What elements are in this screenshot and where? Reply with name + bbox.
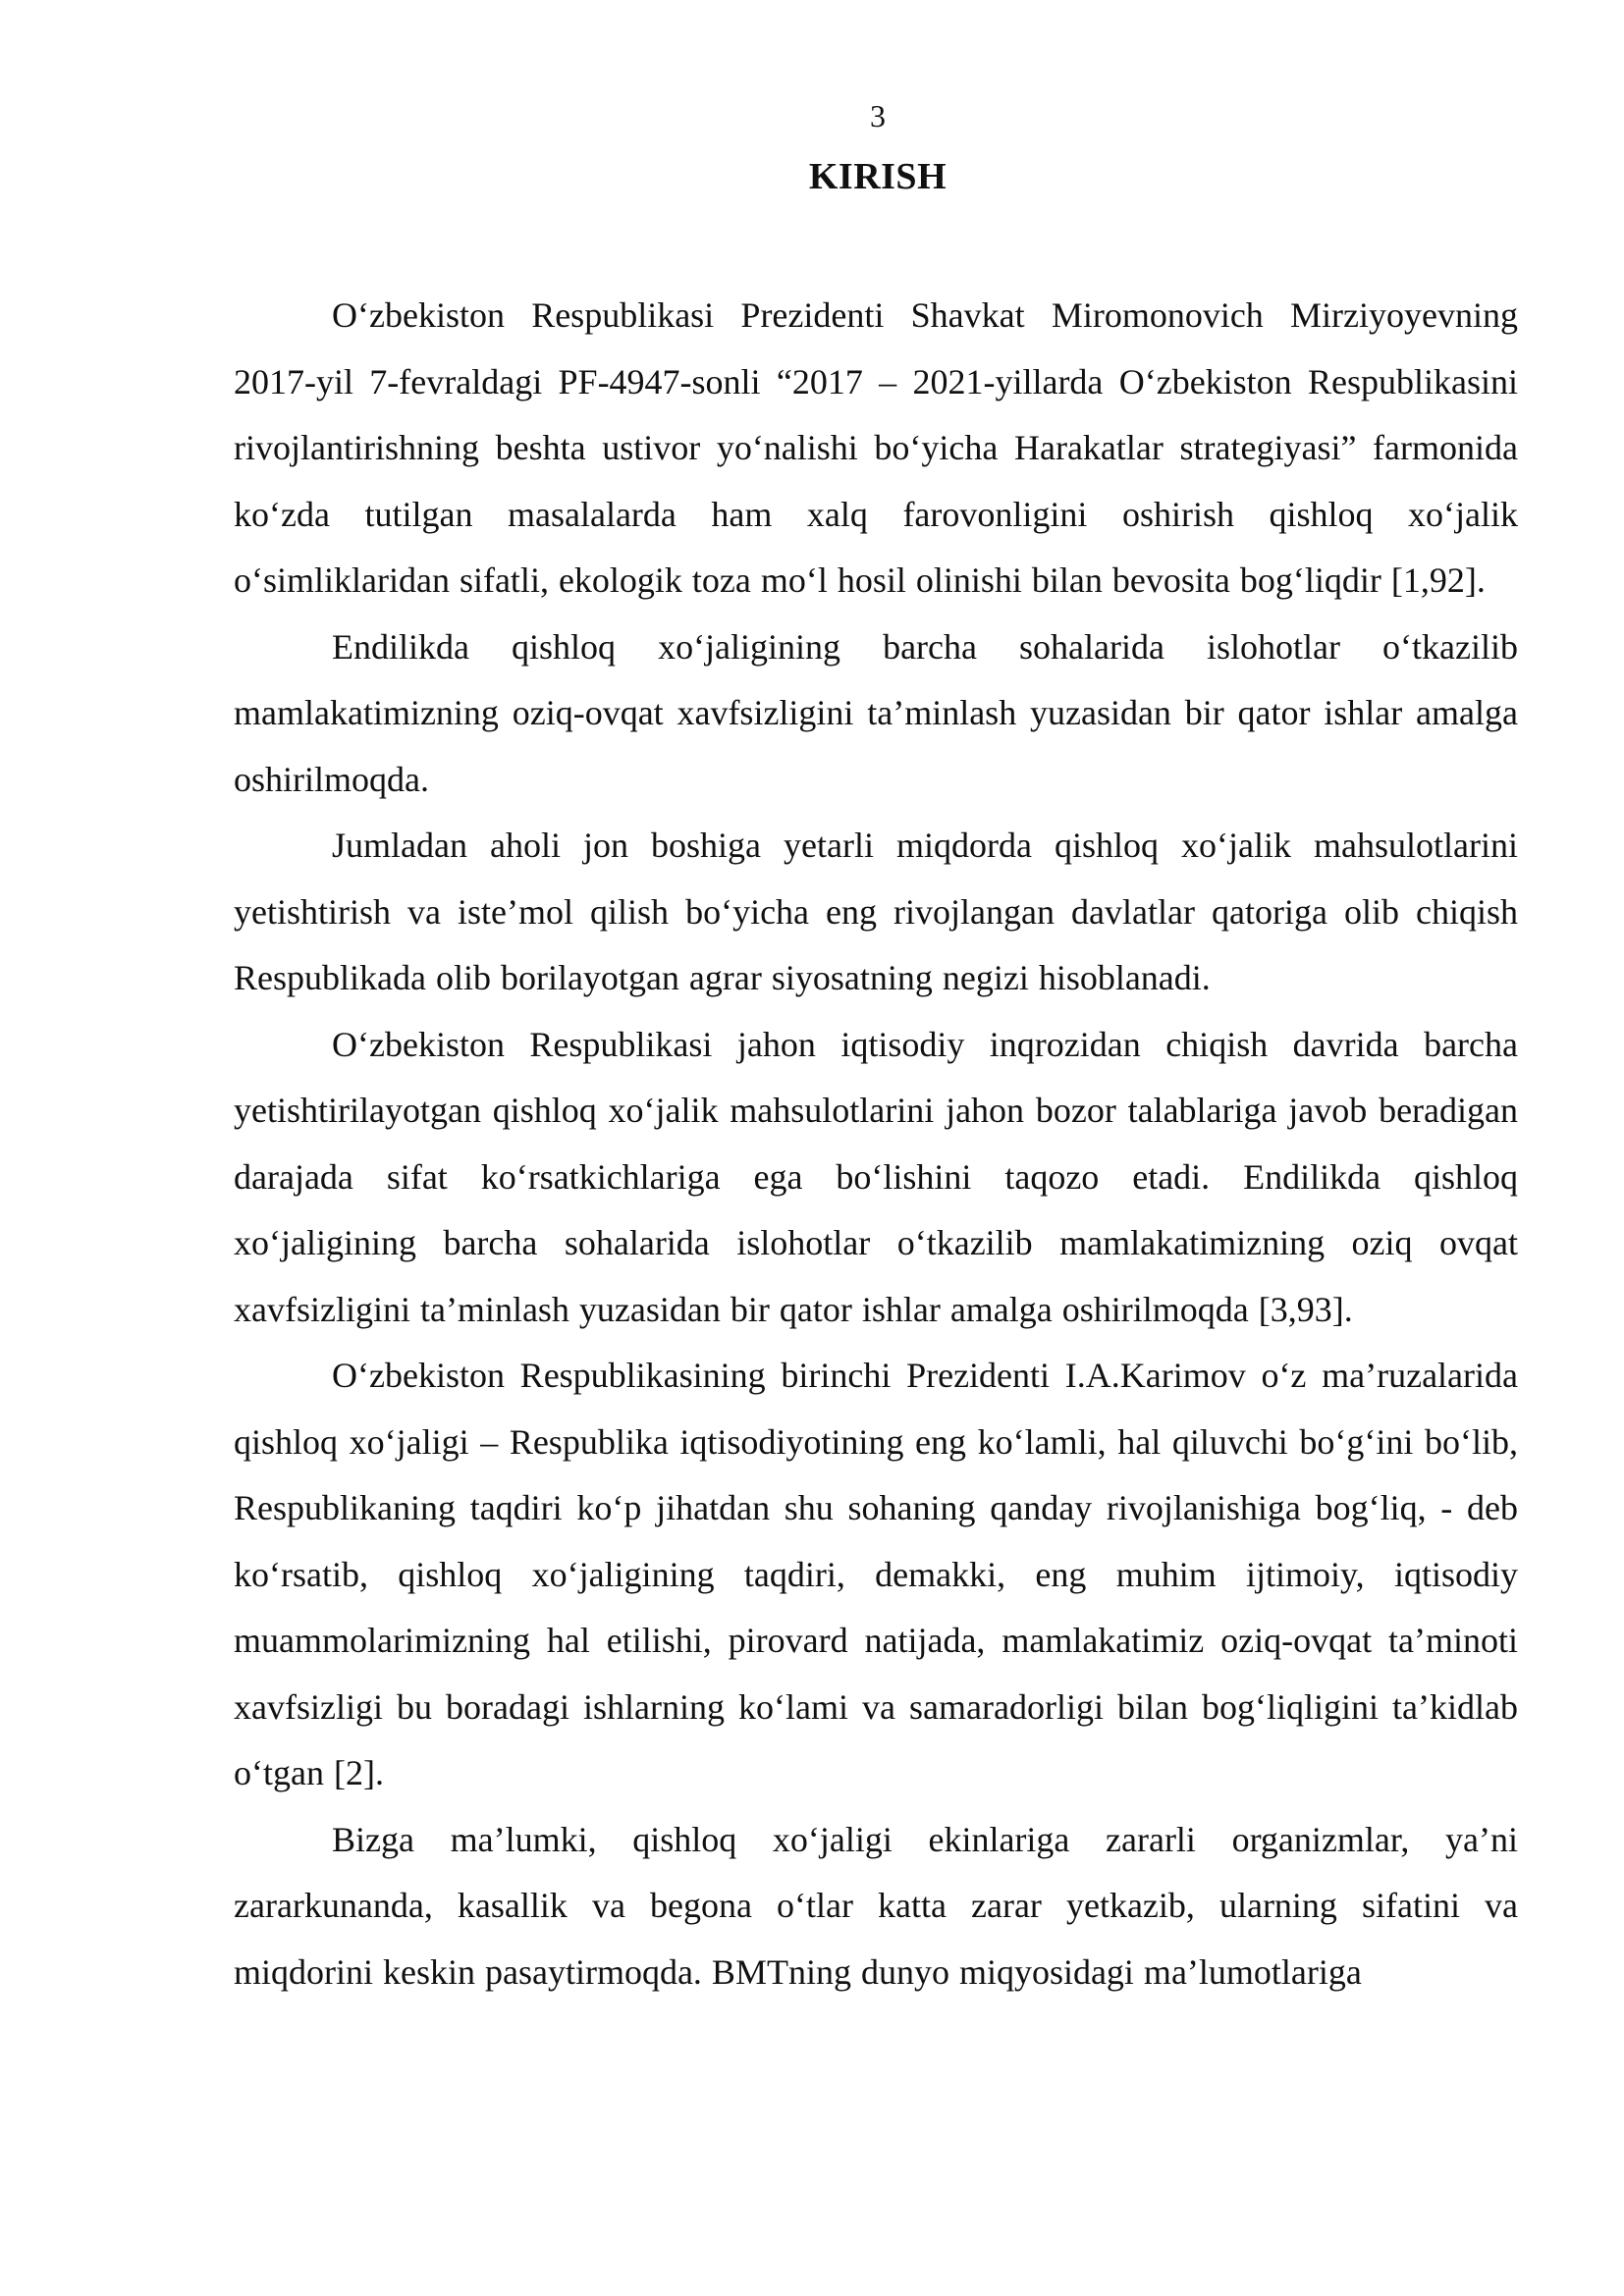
paragraph-4: O‘zbekiston Respublikasi jahon iqtisodiy inqrozidan chiqish davrida barcha yetishtirilayotgan qishloq xo‘jalik mahsulotlarini jahon bozor talablariga javob beradigan darajada sifat ko‘rsatkichlariga ega bo‘lishini taqozo etadi. Endilikda qishloq xo‘jaligining barcha sohalarida islohotlar o‘tkazilib mamlakatimizning oziq ovqat xavfsizligini ta’minlash yuzasidan bir qator ishlar amalga oshirilmoqda [3,93].	[234, 1024, 1518, 1329]
page-number: 3	[870, 98, 886, 133]
paragraph-3: Jumladan aholi jon boshiga yetarli miqdorda qishloq xo‘jalik mahsulotlarini yetishtirish va iste’mol qilish bo‘yicha eng rivojlangan davlatlar qatoriga olib chiqish Respublikada olib borilayotgan agrar siyosatning negizi hisoblanadi.	[234, 826, 1518, 997]
body-text	[234, 283, 1518, 2005]
paragraph-6: Bizga ma’lumki, qishloq xo‘jaligi ekinlariga zararli organizmlar, ya’ni zararkunanda, kasallik va begona o‘tlar katta zarar yetkazib, ularning sifatini va miqdorini keskin pasaytirmoqda. BMTning dunyo miqyosidagi ma’lumotlariga	[234, 1819, 1518, 1992]
paragraph-5: O‘zbekiston Respublikasining birinchi Prezidenti I.A.Karimov o‘z ma’ruzalarida qishloq xo‘jaligi – Respublika iqtisodiyotining eng ko‘lamli, hal qiluvchi bo‘g‘ini bo‘lib, Respublikaning taqdiri ko‘p jihatdan shu sohaning qanday rivojlanishiga bog‘liq, - deb ko‘rsatib, qishloq xo‘jaligining taqdiri, demakki, eng muhim ijtimoiy, iqtisodiy muammolarimizning hal etilishi, pirovard natijada, mamlakatimiz oziq-ovqat ta’minoti xavfsizligi bu boradagi ishlarning ko‘lami va samaradorligi bilan bog‘liqligini ta’kidlab o‘tgan [2].	[234, 1356, 1518, 1792]
paragraph-1: O‘zbekiston Respublikasi Prezidenti Shavkat Miromonovich Mirziyoyevning 2017-yil 7-fevraldagi PF-4947-sonli “2017 – 2021-yillarda O‘zbekiston Respublikasini rivojlantirishning beshta ustivor yo‘nalishi bo‘yicha Harakatlar strategiyasi” farmonida ko‘zda tutilgan masalalarda ham xalq farovonligini oshirish qishloq xo‘jalik o‘simliklaridan sifatli, ekologik toza mo‘l hosil olinishi bilan bevosita bog‘liqdir [1,92].	[234, 295, 1518, 600]
section-heading: KIRISH	[808, 156, 947, 197]
paragraph-2: Endilikda qishloq xo‘jaligining barcha sohalarida islohotlar o‘tkazilib mamlakatimizning oziq-ovqat xavfsizligini ta’minlash yuzasidan bir qator ishlar amalga oshirilmoqda.	[234, 626, 1518, 799]
